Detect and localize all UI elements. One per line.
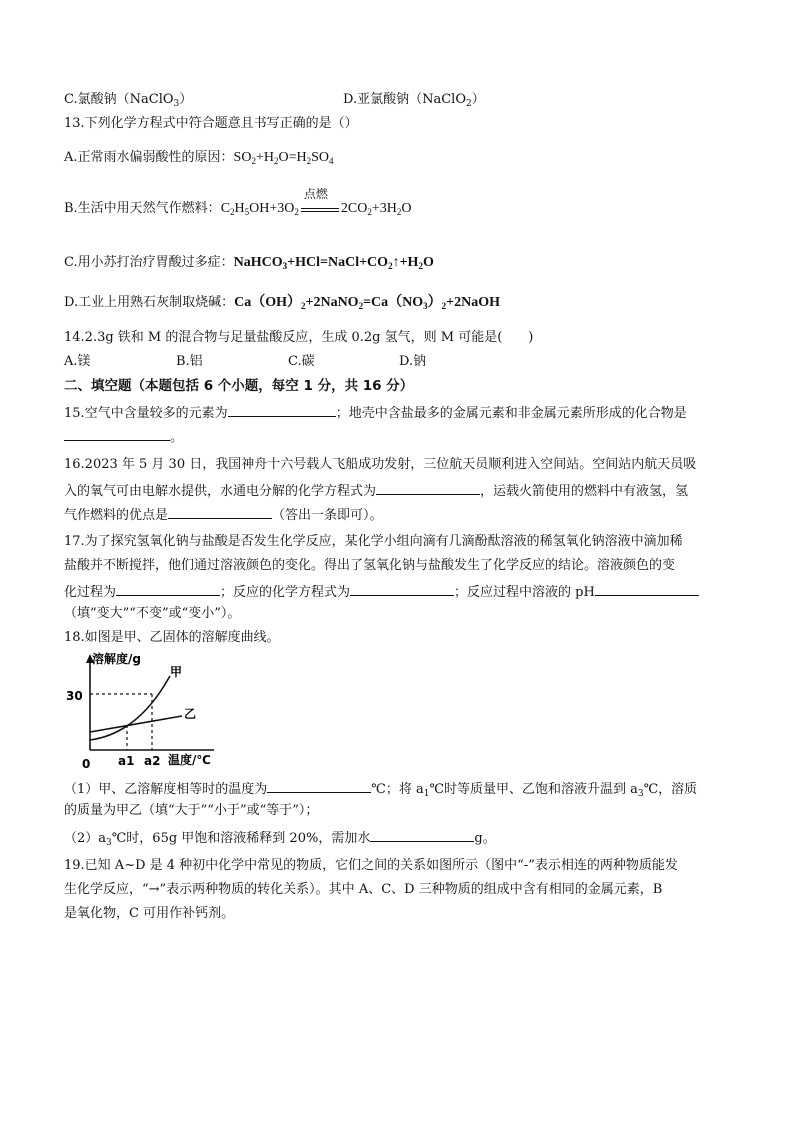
q13-option-d: D.工业上用熟石灰制取烧碱：$Ca(OH)_2+2NaNO_2=Ca(NO_3)_2+2NaOH$	[64, 295, 501, 311]
q18-stem: 18.如图是甲、乙固体的溶解度曲线。	[64, 630, 280, 645]
y-tick-30: 30	[66, 689, 83, 703]
q14-stem: 14.2.3g 铁和 M 的混合物与足量盐酸反应，生成 0.2g 氢气，则 M 可能是( )	[64, 330, 534, 345]
q16-line2: 入的氧气可由电解水提供，水通电分解的化学方程式为 ，运载火箭使用的燃料中有液氢，氢	[64, 479, 688, 502]
q13-option-b: B.生活中用天然气作燃料：$C_2H_5OH+3O_2$ 点燃 $2CO_2+3H_2O$	[64, 199, 411, 219]
x-axis-label: 温度/℃	[168, 753, 211, 767]
q19-line3: 是氧化物，C 可用作补钙剂。	[64, 906, 235, 921]
q14-option-c: C.碳	[288, 354, 315, 369]
q14-option-a: A.镁	[64, 354, 91, 369]
answer-blank	[228, 401, 336, 417]
q13-c-equation: $NaHCO_3+HCl=NaCl+CO_2↑+H_2O$	[233, 255, 434, 271]
q13-option-a: A.正常雨水偏弱酸性的原因：$SO_2+H_2O=H_2SO_4$	[64, 150, 334, 166]
condition-label: 点燃	[303, 187, 328, 201]
solubility-graph	[64, 650, 234, 775]
series-label-jia: 甲	[170, 665, 183, 679]
q12-option-d: D.亚氯酸钠（NaClO$_2$）	[343, 92, 485, 109]
q13-d-equation: $Ca(OH)_2+2NaNO_2=Ca(NO_3)_2+2NaOH$	[234, 295, 501, 311]
q17-line3: 化过程为 ；反应的化学方程式为 ；反应过程中溶液的 pH	[64, 580, 699, 603]
answer-blank	[595, 580, 699, 596]
answer-blank	[116, 580, 220, 596]
q14-option-d: D.钠	[399, 354, 427, 369]
y-axis-label: 溶解度/g	[92, 652, 141, 666]
q18-part1-line1: （1）甲、乙溶解度相等时的温度为 ℃；将 $a_1℃$时等质量甲、乙饱和溶液升温到 $a_3℃$，溶质	[64, 777, 697, 800]
q18-part1-line2: 的质量为甲乙（填“大于”“小于”或“等于”）；	[64, 803, 319, 818]
series-label-yi: 乙	[184, 707, 197, 721]
q16-line1: 16.2023 年 5 月 30 日，我国神舟十六号载人飞船成功发射，三位航天员顺利进入空间站。空间站内航天员吸	[64, 457, 697, 472]
origin-label: 0	[82, 757, 91, 771]
q15-line1: 15.空气中含量较多的元素为 ；地壳中含盐最多的金属元素和非金属元素所形成的化合物是	[64, 401, 687, 424]
q13-option-c: C.用小苏打治疗胃酸过多症：$NaHCO_3+HCl=NaCl+CO_2↑+H_2O$	[64, 255, 434, 271]
x-tick-a2: a2	[144, 754, 161, 768]
q15-line2: 。	[64, 425, 183, 448]
q14-option-b: B.铝	[176, 354, 203, 369]
q17-line1: 17.为了探究氢氧化钠与盐酸是否发生化学反应，某化学小组向滴有几滴酚酞溶液的稀氢氧化钠溶液中滴加稀	[64, 534, 683, 549]
q18-part2: $(2)a_3℃$时，65g 甲饱和溶液稀释到 20%，需加水 g。	[64, 826, 496, 849]
x-tick-a1: a1	[118, 754, 135, 768]
q17-line2: 盐酸并不断搅拌，他们通过溶液颜色的变化。得出了氢氧化钠与盐酸发生了化学反应的结论。溶液颜色的变	[64, 558, 676, 573]
answer-blank	[168, 503, 272, 519]
q13-a-equation: $SO_2+H_2O=H_2SO_4$	[233, 150, 334, 166]
answer-blank	[376, 479, 480, 495]
q13-stem: 13.下列化学方程式中符合题意且书写正确的是（）	[64, 116, 358, 131]
answer-blank	[350, 580, 454, 596]
q19-line1: 19.已知 A~D 是 4 种初中化学中常见的物质，它们之间的关系如图所示（图中“-”表示相连的两种物质能发	[64, 858, 678, 873]
section-title: 二、填空题（本题包括 6 个小题，每空 1 分，共 16 分）	[64, 378, 414, 394]
q16-line3: 气作燃料的优点是 （答出一条即可）。	[64, 503, 383, 526]
answer-blank	[64, 425, 170, 441]
q12-option-c: C.氯酸钠（NaClO$_3$）	[64, 92, 193, 109]
q19-line2: 生化学反应，“→”表示两种物质的转化关系）。其中 A、C、D 三种物质的组成中含有相同的金属元素，B	[64, 882, 663, 897]
answer-blank	[370, 826, 474, 842]
q13-b-equation: $C_2H_5OH+3O_2$ 点燃 $2CO_2+3H_2O$	[221, 201, 412, 216]
answer-blank	[267, 777, 371, 793]
q17-line4: （填“变大”“不变”或“变小”）。	[64, 606, 241, 621]
